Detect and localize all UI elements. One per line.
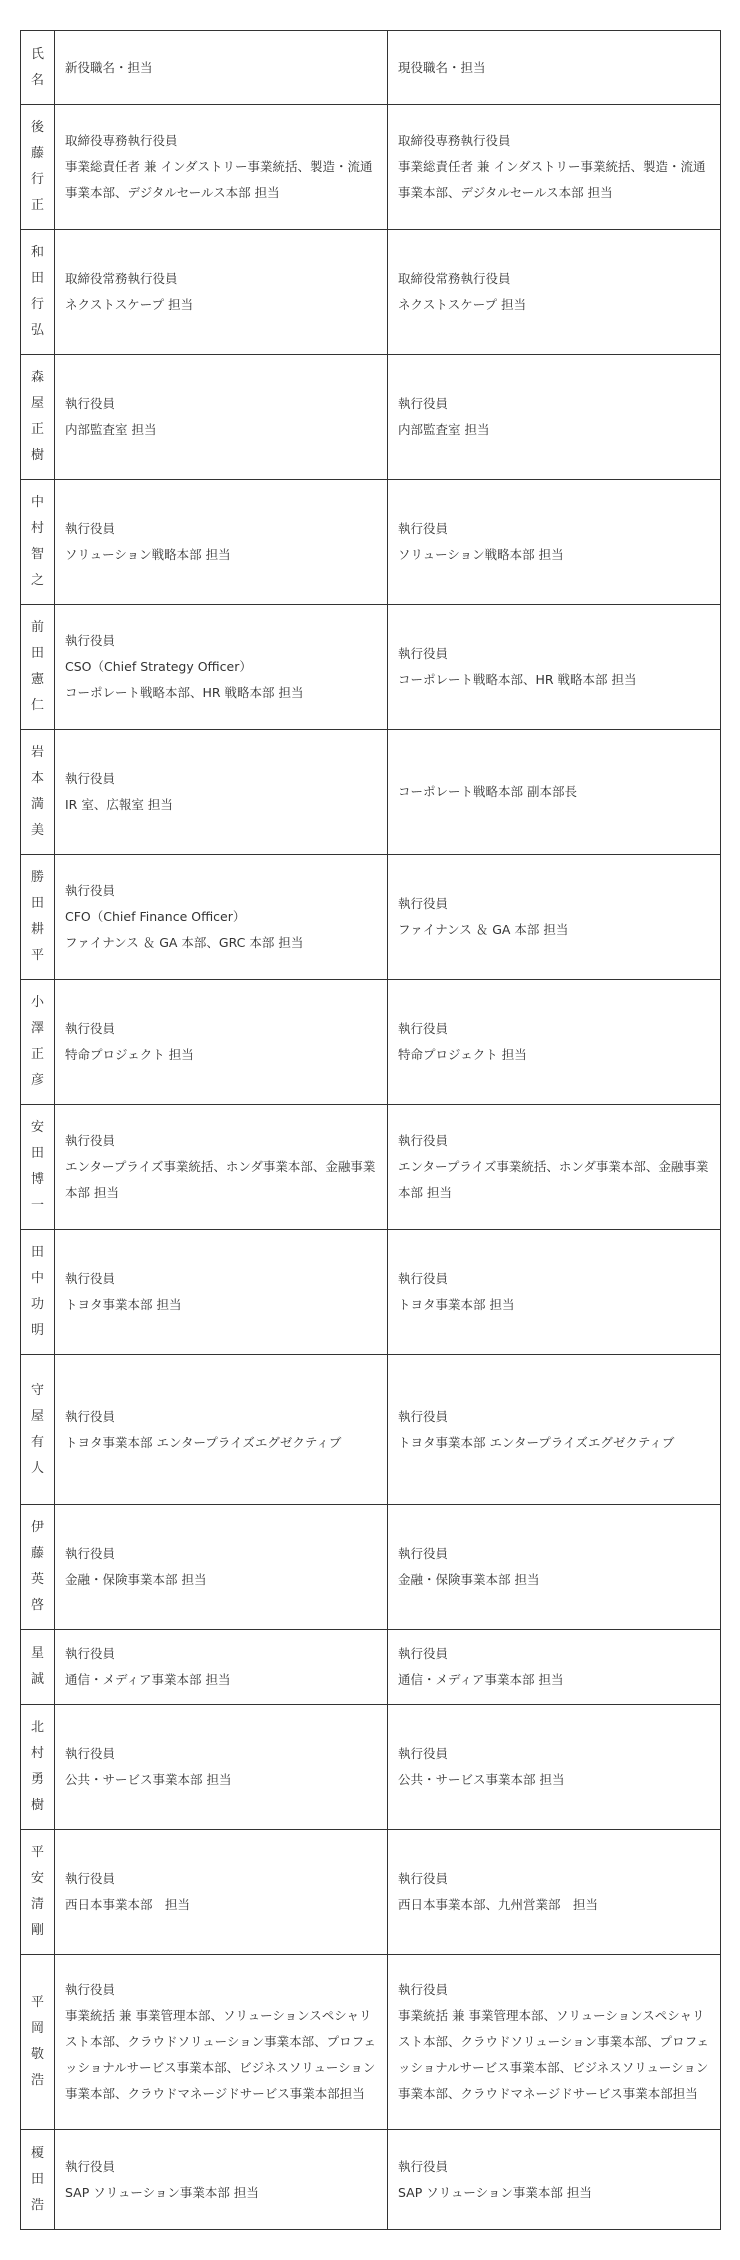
current-position-cell — [388, 605, 721, 730]
officer-name-cell — [21, 1355, 55, 1505]
header-new-label: 新役職名・担当 — [65, 59, 153, 75]
current-position-line: 執行役員 — [398, 1746, 449, 1761]
table-row — [21, 480, 721, 605]
officer-name-cell — [21, 355, 55, 480]
officer-name-cell — [21, 855, 55, 980]
current-position-line: 事業統括 兼 事業管理本部、ソリューションスペシャリスト本部、クラウドソリューション事業本部、プロフェッショナルサービス事業本部、ビジネスソリューション事業本部、クラウドマネージドサービス事業本部担当 — [398, 2008, 710, 2101]
new-position-line: トヨタ事業本部 エンタープライズエグゼクティブ — [65, 1434, 342, 1450]
new-position-cell — [55, 480, 388, 605]
current-position-line: 取締役専務執行役員 — [398, 133, 511, 148]
current-position-line: 執行役員 — [398, 1271, 449, 1286]
new-position-line: エンタープライズ事業統括、ホンダ事業本部、金融事業本部 担当 — [65, 1159, 376, 1200]
officer-name-cell — [21, 1955, 55, 2130]
table-row — [21, 230, 721, 355]
current-position-line: ソリューション戦略本部 担当 — [398, 547, 564, 562]
header-current-cell — [388, 31, 721, 105]
table-row — [21, 730, 721, 855]
new-position-cell — [55, 855, 388, 980]
current-position-line: 執行役員 — [398, 646, 449, 661]
new-position-cell — [55, 1955, 388, 2130]
header-current-label: 現役職名・担当 — [398, 59, 486, 75]
new-position-line: 内部監査室 担当 — [65, 422, 157, 437]
officer-name: 星 誠 — [30, 1646, 44, 1687]
officer-name-cell — [21, 1830, 55, 1955]
current-position-line: 執行役員 — [398, 396, 449, 411]
new-position-line: 執行役員 — [65, 883, 116, 898]
officer-name: 岩 本 満 美 — [30, 745, 44, 838]
new-position-line: CSO（Chief Strategy Officer） — [65, 659, 252, 674]
new-position-cell — [55, 2130, 388, 2230]
new-position-line: 事業総責任者 兼 インダストリー事業統括、製造・流通事業本部、デジタルセールス本部 担当 — [65, 159, 373, 200]
officer-name: 北 村 勇 樹 — [30, 1720, 44, 1813]
new-position-cell — [55, 1830, 388, 1955]
current-position-line: 公共・サービス事業本部 担当 — [398, 1772, 565, 1787]
current-position-line: 執行役員 — [398, 1546, 449, 1561]
new-position-line: IR 室、広報室 担当 — [65, 797, 173, 812]
header-new-cell — [55, 31, 388, 105]
new-position-line: コーポレート戦略本部、HR 戦略本部 担当 — [65, 685, 304, 700]
current-position-line: ファイナンス ＆ GA 本部 担当 — [398, 922, 569, 937]
officer-name: 前 田 憲 仁 — [30, 620, 44, 713]
new-position-line: ネクストスケープ 担当 — [65, 297, 194, 312]
current-position-cell — [388, 730, 721, 855]
officer-name: 田 中 功 明 — [30, 1245, 44, 1338]
table-row — [21, 1955, 721, 2130]
current-position-cell — [388, 1230, 721, 1355]
header-row — [21, 31, 721, 105]
current-position-line: 執行役員 — [398, 1021, 449, 1036]
new-position-line: 執行役員 — [65, 1871, 116, 1886]
table-row — [21, 1105, 721, 1230]
new-position-line: 執行役員 — [65, 1982, 116, 1997]
officer-name-cell — [21, 730, 55, 855]
current-position-cell — [388, 1705, 721, 1830]
current-position-line: 執行役員 — [398, 896, 449, 911]
new-position-line: 執行役員 — [65, 633, 116, 648]
officer-name: 平 安 清 剛 — [30, 1845, 44, 1938]
new-position-cell — [55, 1105, 388, 1230]
new-position-cell — [55, 730, 388, 855]
current-position-cell — [388, 1955, 721, 2130]
officer-name-cell — [21, 980, 55, 1105]
officer-name: 平 岡 敬 浩 — [30, 1995, 44, 2088]
current-position-cell — [388, 2130, 721, 2230]
new-position-line: 執行役員 — [65, 1408, 116, 1424]
new-position-line: 執行役員 — [65, 1546, 116, 1561]
new-position-cell — [55, 605, 388, 730]
officer-name: 森 屋 正 樹 — [30, 370, 44, 463]
current-position-cell — [388, 1830, 721, 1955]
new-position-cell — [55, 980, 388, 1105]
new-position-line: 執行役員 — [65, 2158, 116, 2174]
new-position-cell — [55, 1630, 388, 1705]
table-row — [21, 1705, 721, 1830]
current-position-line: コーポレート戦略本部、HR 戦略本部 担当 — [398, 672, 637, 687]
new-position-cell — [55, 1230, 388, 1355]
officer-name: 守 屋 有 人 — [30, 1382, 44, 1476]
officer-name: 榎 田 浩 — [30, 2145, 44, 2213]
current-position-cell — [388, 1105, 721, 1230]
officer-name: 小 澤 正 彦 — [30, 995, 44, 1088]
officer-name: 後 藤 行 正 — [30, 120, 44, 213]
current-position-line: エンタープライズ事業統括、ホンダ事業本部、金融事業本部 担当 — [398, 1159, 709, 1200]
current-position-cell — [388, 980, 721, 1105]
new-position-line: トヨタ事業本部 担当 — [65, 1297, 182, 1312]
officer-name: 和 田 行 弘 — [30, 245, 44, 338]
current-position-cell — [388, 480, 721, 605]
current-position-line: 内部監査室 担当 — [398, 422, 490, 437]
current-position-cell — [388, 355, 721, 480]
current-position-line: 取締役常務執行役員 — [398, 271, 511, 286]
header-name-cell — [21, 31, 55, 105]
current-position-line: 事業総責任者 兼 インダストリー事業統括、製造・流通事業本部、デジタルセールス本部 担当 — [398, 159, 706, 200]
current-position-line: 執行役員 — [398, 2158, 449, 2174]
current-position-cell — [388, 230, 721, 355]
new-position-line: 執行役員 — [65, 1271, 116, 1286]
officer-name-cell — [21, 1230, 55, 1355]
new-position-line: ソリューション戦略本部 担当 — [65, 547, 231, 562]
current-position-line: 執行役員 — [398, 1871, 449, 1886]
officer-name: 勝 田 耕 平 — [30, 870, 44, 963]
current-position-line: トヨタ事業本部 エンタープライズエグゼクティブ — [398, 1434, 675, 1450]
current-position-line: 執行役員 — [398, 1646, 449, 1661]
new-position-line: 執行役員 — [65, 771, 116, 786]
new-position-cell — [55, 230, 388, 355]
new-position-line: ファイナンス ＆ GA 本部、GRC 本部 担当 — [65, 935, 304, 950]
table-row — [21, 1230, 721, 1355]
current-position-line: 西日本事業本部、九州営業部 担当 — [398, 1897, 599, 1912]
officer-table — [20, 30, 721, 2230]
current-position-cell — [388, 105, 721, 230]
new-position-line: 執行役員 — [65, 1746, 116, 1761]
officer-name-cell — [21, 2130, 55, 2230]
new-position-cell — [55, 105, 388, 230]
new-position-line: 執行役員 — [65, 1021, 116, 1036]
current-position-cell — [388, 1630, 721, 1705]
table-row — [21, 855, 721, 980]
officer-name: 中 村 智 之 — [30, 495, 44, 588]
officer-name-cell — [21, 605, 55, 730]
current-position-line: 執行役員 — [398, 1982, 449, 1997]
officer-name-cell — [21, 1105, 55, 1230]
new-position-line: 執行役員 — [65, 1133, 116, 1148]
header-name-label: 氏 名 — [30, 46, 44, 88]
current-position-cell — [388, 1355, 721, 1505]
table-row — [21, 980, 721, 1105]
table-row — [21, 2130, 721, 2230]
officer-name-cell — [21, 1505, 55, 1630]
officer-name-cell — [21, 105, 55, 230]
officer-name-cell — [21, 1630, 55, 1705]
current-position-line: 執行役員 — [398, 521, 449, 536]
current-position-line: 執行役員 — [398, 1408, 449, 1424]
current-position-line: 金融・保険事業本部 担当 — [398, 1572, 540, 1587]
new-position-cell — [55, 1705, 388, 1830]
new-position-line: 取締役常務執行役員 — [65, 271, 178, 286]
new-position-line: 執行役員 — [65, 521, 116, 536]
new-position-line: 通信・メディア事業本部 担当 — [65, 1672, 231, 1687]
current-position-line: ネクストスケープ 担当 — [398, 297, 527, 312]
new-position-line: SAP ソリューション事業本部 担当 — [65, 2184, 259, 2200]
current-position-cell — [388, 855, 721, 980]
current-position-line: 特命プロジェクト 担当 — [398, 1047, 527, 1062]
table-row — [21, 605, 721, 730]
new-position-line: 金融・保険事業本部 担当 — [65, 1572, 207, 1587]
new-position-line: 特命プロジェクト 担当 — [65, 1047, 194, 1062]
current-position-line: コーポレート戦略本部 副本部長 — [398, 784, 577, 799]
current-position-line: 通信・メディア事業本部 担当 — [398, 1672, 564, 1687]
officer-name-cell — [21, 480, 55, 605]
table-row — [21, 105, 721, 230]
current-position-line: トヨタ事業本部 担当 — [398, 1297, 515, 1312]
table-row — [21, 1630, 721, 1705]
table-row — [21, 1355, 721, 1505]
new-position-line: CFO（Chief Finance Officer） — [65, 909, 246, 924]
current-position-cell — [388, 1505, 721, 1630]
current-position-line: 執行役員 — [398, 1133, 449, 1148]
new-position-cell — [55, 1355, 388, 1505]
new-position-line: 執行役員 — [65, 396, 116, 411]
officer-name-cell — [21, 230, 55, 355]
officer-name-cell — [21, 1705, 55, 1830]
new-position-line: 西日本事業本部 担当 — [65, 1897, 191, 1912]
new-position-cell — [55, 355, 388, 480]
current-position-line: SAP ソリューション事業本部 担当 — [398, 2184, 592, 2200]
officer-name: 安 田 博 一 — [30, 1120, 44, 1213]
table-row — [21, 355, 721, 480]
new-position-line: 事業統括 兼 事業管理本部、ソリューションスペシャリスト本部、クラウドソリューション事業本部、プロフェッショナルサービス事業本部、ビジネスソリューション事業本部、クラウドマネージドサービス事業本部担当 — [65, 2008, 377, 2101]
officer-name: 伊 藤 英 啓 — [30, 1520, 44, 1613]
new-position-line: 執行役員 — [65, 1646, 116, 1661]
table-row — [21, 1505, 721, 1630]
table-row — [21, 1830, 721, 1955]
new-position-line: 公共・サービス事業本部 担当 — [65, 1772, 232, 1787]
new-position-line: 取締役専務執行役員 — [65, 133, 178, 148]
new-position-cell — [55, 1505, 388, 1630]
